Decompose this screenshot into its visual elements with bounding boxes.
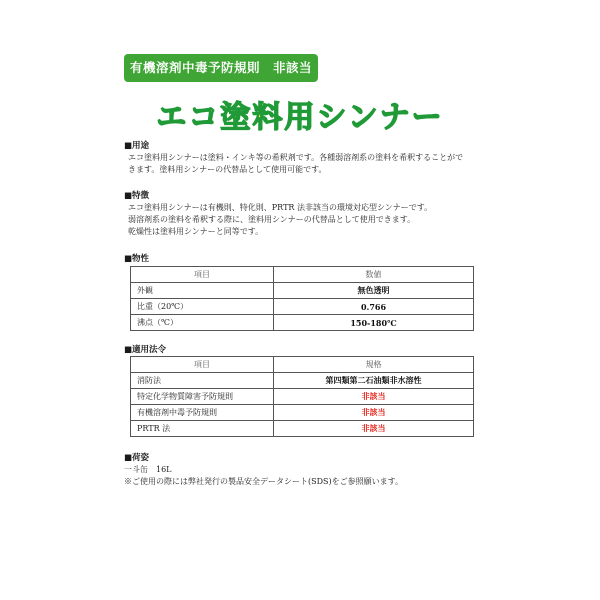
regulations-table xyxy=(130,356,474,437)
property-item: 外観 xyxy=(131,283,274,299)
properties-col-value: 数値 xyxy=(274,267,474,283)
usage-line-1: エコ塗料用シンナーは塗料・インキ等の希釈剤です。各種弱溶剤系の塗料を希釈することがで xyxy=(128,153,464,162)
table-row xyxy=(131,405,474,421)
usage-section xyxy=(124,140,474,176)
features-heading: ■特徴 xyxy=(124,191,150,201)
packaging-section xyxy=(124,452,403,488)
table-header-row xyxy=(131,267,474,283)
table-row xyxy=(131,299,474,315)
regulation-item: 特定化学物質障害予防規則 xyxy=(131,389,274,405)
property-item: 沸点（℃） xyxy=(131,315,274,331)
table-header-row xyxy=(131,357,474,373)
regulation-value: 非該当 xyxy=(274,405,474,421)
regulations-col-item: 項目 xyxy=(131,357,274,373)
properties-col-item: 項目 xyxy=(131,267,274,283)
property-value: 無色透明 xyxy=(274,283,474,299)
features-line-3: 乾燥性は塗料用シンナーと同等です。 xyxy=(128,227,264,236)
page-title: エコ塗料用シンナー xyxy=(156,100,444,135)
regulation-value: 第四類第二石油類非水溶性 xyxy=(274,373,474,389)
properties-heading-wrap xyxy=(124,253,474,265)
regulations-col-value: 規格 xyxy=(274,357,474,373)
regulation-item: PRTR 法 xyxy=(131,421,274,437)
table-row xyxy=(131,389,474,405)
usage-line-2: きます。塗料用シンナーの代替品として使用可能です。 xyxy=(128,165,327,174)
table-row xyxy=(131,373,474,389)
properties-heading: ■物性 xyxy=(124,254,150,264)
regulation-value: 非該当 xyxy=(274,421,474,437)
regulation-item: 消防法 xyxy=(131,373,274,389)
property-value: 0.766 xyxy=(274,299,474,315)
features-section xyxy=(124,190,474,238)
regulation-item: 有機溶剤中毒予防規則 xyxy=(131,405,274,421)
table-row xyxy=(131,421,474,437)
category-badge: 有機溶剤中毒予防規則 非該当品 xyxy=(124,54,318,82)
packaging-line: 一斗缶 16L xyxy=(124,465,172,474)
regulations-heading: ■適用法令 xyxy=(124,345,167,355)
property-value: 150-180℃ xyxy=(274,315,474,331)
properties-table xyxy=(130,266,474,331)
regulations-heading-wrap xyxy=(124,344,474,356)
table-row xyxy=(131,315,474,331)
table-row xyxy=(131,283,474,299)
features-line-1: エコ塗料用シンナーは有機則、特化則、PRTR 法非該当の環境対応型シンナーです。 xyxy=(128,203,433,212)
usage-heading: ■用途 xyxy=(124,141,150,151)
packaging-heading: ■荷姿 xyxy=(124,453,150,463)
regulation-value: 非該当 xyxy=(274,389,474,405)
sds-note: ※ご使用の際には弊社発行の製品安全データシート(SDS)をご参照願います。 xyxy=(124,477,403,486)
property-item: 比重（20℃） xyxy=(131,299,274,315)
features-line-2: 弱溶剤系の塗料を希釈する際に、塗料用シンナーの代替品として使用できます。 xyxy=(128,215,416,224)
